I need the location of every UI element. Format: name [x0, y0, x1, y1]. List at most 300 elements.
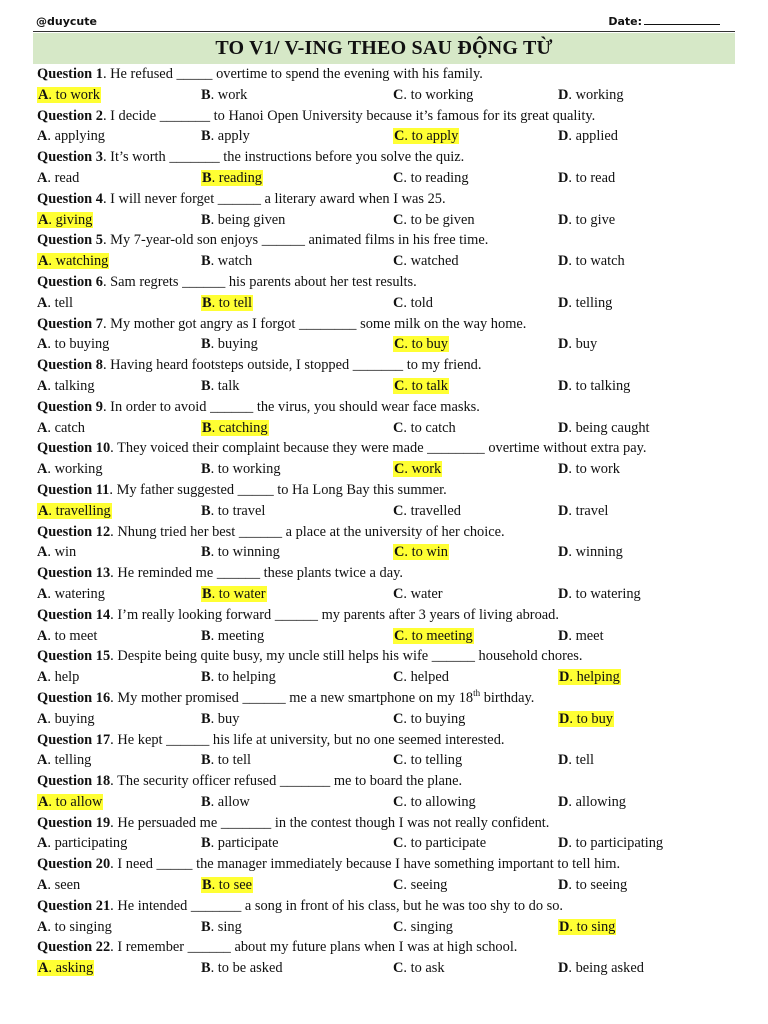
option-d[interactable] — [558, 875, 627, 896]
question-number: Question 11 — [37, 481, 110, 498]
option-a[interactable] — [37, 833, 127, 854]
question-number: Question 21 — [37, 897, 111, 914]
option-b[interactable] — [201, 542, 280, 563]
option-letter: C — [394, 461, 405, 478]
option-a[interactable] — [37, 85, 101, 106]
question-stem — [37, 397, 737, 418]
option-a[interactable] — [37, 584, 105, 605]
option-text: . to buying — [403, 710, 466, 727]
options-row — [37, 418, 737, 439]
option-a[interactable] — [37, 542, 76, 563]
option-c[interactable] — [393, 126, 459, 147]
question-text: . They voiced their complaint because they were made ________ overtime without extra pay. — [110, 440, 647, 457]
option-a[interactable] — [37, 626, 97, 647]
option-d[interactable] — [558, 709, 614, 730]
option-content — [393, 170, 469, 186]
option-text: . seen — [47, 877, 81, 894]
question-item — [37, 771, 737, 813]
option-d[interactable] — [558, 293, 612, 314]
option-text: . to ask — [403, 960, 445, 977]
option-b[interactable] — [201, 626, 264, 647]
option-text: . buying — [47, 710, 95, 727]
option-c[interactable] — [393, 958, 445, 979]
date-field — [608, 15, 720, 28]
option-d[interactable] — [558, 85, 624, 106]
option-content — [393, 835, 486, 851]
option-letter: A — [37, 835, 48, 852]
option-content — [37, 461, 103, 477]
option-b[interactable] — [201, 958, 283, 979]
option-b[interactable] — [201, 334, 258, 355]
option-content — [393, 752, 462, 768]
question-item — [37, 438, 737, 480]
option-letter: D — [559, 918, 570, 935]
option-letter: D — [558, 793, 569, 810]
option-letter: A — [37, 461, 48, 478]
option-letter: C — [394, 544, 405, 561]
option-text: . allowing — [568, 793, 626, 810]
options-row — [37, 168, 737, 189]
option-d[interactable] — [558, 459, 620, 480]
option-content — [393, 503, 461, 519]
question-number: Question 12 — [37, 523, 111, 540]
option-c[interactable] — [393, 376, 449, 397]
option-letter: C — [394, 128, 405, 145]
question-number: Question 3 — [37, 149, 103, 166]
option-content — [558, 752, 594, 768]
option-text: . to watch — [568, 253, 625, 270]
question-text: . My mother promised ______ me a new smartphone on my 18 — [110, 689, 474, 706]
option-d[interactable] — [558, 168, 615, 189]
option-c[interactable] — [393, 418, 456, 439]
question-text: . My father suggested _____ to Ha Long Bay this summer. — [109, 481, 447, 498]
option-content — [558, 461, 620, 477]
option-d[interactable] — [558, 334, 597, 355]
option-d[interactable] — [558, 210, 615, 231]
option-b[interactable] — [201, 917, 242, 938]
option-c[interactable] — [393, 501, 461, 522]
option-letter: D — [558, 585, 569, 602]
option-text: . giving — [48, 211, 93, 228]
question-number: Question 5 — [37, 232, 103, 249]
answer-highlight — [393, 378, 449, 394]
question-number: Question 4 — [37, 190, 103, 207]
option-text: . telling — [568, 294, 613, 311]
question-item — [37, 147, 737, 189]
option-d[interactable] — [558, 501, 608, 522]
option-b[interactable] — [201, 750, 251, 771]
question-text: . Sam regrets ______ his parents about her test results. — [102, 273, 417, 290]
option-text: . to allow — [48, 793, 103, 810]
option-content — [37, 128, 105, 144]
option-text: . to give — [568, 211, 616, 228]
option-text: . to participate — [403, 835, 487, 852]
option-letter: C — [393, 793, 404, 810]
option-text: . applying — [47, 128, 105, 145]
option-a[interactable] — [37, 750, 91, 771]
question-item — [37, 854, 737, 896]
option-letter: B — [201, 86, 211, 103]
question-item — [37, 230, 737, 272]
option-b[interactable] — [201, 584, 267, 605]
option-text: . water — [403, 585, 443, 602]
options-row — [37, 501, 737, 522]
option-b[interactable] — [201, 501, 265, 522]
option-d[interactable] — [558, 750, 594, 771]
options-row — [37, 459, 737, 480]
option-c[interactable] — [393, 875, 447, 896]
ordinal-suffix: th — [473, 688, 481, 699]
option-b[interactable] — [201, 667, 276, 688]
option-b[interactable] — [201, 709, 239, 730]
question-text: . I decide _______ to Hanoi Open University because it’s famous for its great quality. — [102, 107, 596, 124]
option-content — [201, 835, 279, 851]
question-text: . My mother got angry as I forgot ________ some milk on the way home. — [102, 315, 527, 332]
option-c[interactable] — [393, 459, 442, 480]
option-content — [201, 752, 251, 768]
option-letter: C — [393, 294, 404, 311]
option-letter: C — [393, 710, 404, 727]
option-letter: C — [393, 211, 404, 228]
question-list — [37, 64, 737, 979]
option-content — [558, 794, 626, 810]
option-b[interactable] — [201, 210, 285, 231]
option-c[interactable] — [393, 542, 449, 563]
option-letter: B — [202, 294, 212, 311]
question-number: Question 19 — [37, 814, 111, 831]
date-blank-line — [644, 15, 720, 25]
option-a[interactable] — [37, 917, 112, 938]
options-row — [37, 709, 737, 730]
question-item — [37, 813, 737, 855]
option-letter: B — [201, 835, 211, 852]
question-stem — [37, 937, 737, 958]
option-content — [393, 794, 476, 810]
question-stem — [37, 480, 737, 501]
option-d[interactable] — [558, 376, 630, 397]
option-text: . to telling — [403, 752, 463, 769]
option-letter: B — [201, 211, 211, 228]
option-letter: B — [201, 544, 211, 561]
option-text: . to allowing — [403, 793, 476, 810]
option-letter: B — [201, 669, 211, 686]
option-b[interactable] — [201, 126, 250, 147]
option-letter: A — [37, 710, 48, 727]
option-letter: A — [37, 419, 48, 436]
option-content — [393, 919, 453, 935]
options-row — [37, 126, 737, 147]
option-c[interactable] — [393, 792, 476, 813]
option-d[interactable] — [558, 584, 641, 605]
option-text: . to be asked — [210, 960, 283, 977]
option-letter: A — [37, 918, 48, 935]
option-content — [37, 420, 85, 436]
option-letter: D — [559, 710, 570, 727]
option-text: . travelling — [48, 502, 111, 519]
option-c[interactable] — [393, 709, 465, 730]
option-letter: D — [558, 960, 569, 977]
option-letter: D — [558, 419, 569, 436]
option-text: . travelled — [403, 502, 461, 519]
option-text: . watched — [403, 253, 459, 270]
question-text: . He persuaded me _______ in the contest though I was not really confident. — [110, 814, 550, 831]
option-c[interactable] — [393, 750, 462, 771]
answer-highlight — [201, 586, 267, 602]
option-c[interactable] — [393, 917, 453, 938]
option-text: . asking — [48, 960, 94, 977]
question-item — [37, 522, 737, 564]
option-c[interactable] — [393, 833, 486, 854]
option-b[interactable] — [201, 251, 252, 272]
question-number: Question 20 — [37, 856, 111, 873]
question-number: Question 14 — [37, 606, 111, 623]
option-content — [393, 877, 447, 893]
option-d[interactable] — [558, 126, 618, 147]
option-d[interactable] — [558, 418, 650, 439]
option-a[interactable] — [37, 459, 103, 480]
option-text: . to see — [211, 877, 252, 894]
option-letter: C — [393, 669, 404, 686]
option-letter: C — [394, 336, 405, 353]
option-text: . to be given — [403, 211, 475, 228]
option-text: . seeing — [403, 877, 448, 894]
option-c[interactable] — [393, 584, 443, 605]
option-text: . to working — [210, 461, 281, 478]
option-a[interactable] — [37, 376, 95, 397]
option-letter: B — [202, 877, 212, 894]
question-stem — [37, 605, 737, 626]
options-row — [37, 958, 737, 979]
option-letter: D — [558, 211, 569, 228]
option-d[interactable] — [558, 917, 616, 938]
option-letter: A — [37, 627, 48, 644]
option-letter: A — [37, 752, 48, 769]
question-text: . He kept ______ his life at university, but no one seemed interested. — [110, 731, 505, 748]
answer-highlight — [393, 544, 449, 560]
option-letter: A — [37, 544, 48, 561]
question-number: Question 2 — [37, 107, 103, 124]
option-text: . being asked — [568, 960, 644, 977]
option-text: . work — [210, 86, 248, 103]
question-item — [37, 563, 737, 605]
option-letter: D — [558, 752, 569, 769]
option-text: . buy — [210, 710, 240, 727]
option-letter: B — [201, 793, 211, 810]
option-text: . to buy — [569, 710, 613, 727]
question-item — [37, 730, 737, 772]
option-b[interactable] — [201, 459, 281, 480]
option-letter: B — [201, 377, 211, 394]
option-text: . to work — [568, 461, 620, 478]
option-letter: B — [202, 585, 212, 602]
option-letter: A — [37, 669, 48, 686]
question-item — [37, 314, 737, 356]
option-letter: D — [558, 128, 569, 145]
option-text: . being caught — [568, 419, 650, 436]
option-a[interactable] — [37, 667, 79, 688]
option-a[interactable] — [37, 334, 109, 355]
option-text: . work — [404, 461, 442, 478]
option-content — [37, 711, 95, 727]
question-stem — [37, 730, 737, 751]
option-letter: A — [37, 377, 48, 394]
option-d[interactable] — [558, 542, 623, 563]
question-item — [37, 397, 737, 439]
option-content — [201, 544, 280, 560]
option-b[interactable] — [201, 833, 279, 854]
option-a[interactable] — [37, 792, 103, 813]
question-stem — [37, 314, 737, 335]
question-number: Question 10 — [37, 440, 111, 457]
option-content — [201, 87, 247, 103]
option-d[interactable] — [558, 251, 625, 272]
option-letter: B — [201, 627, 211, 644]
option-a[interactable] — [37, 958, 94, 979]
options-row — [37, 85, 737, 106]
option-letter: D — [558, 544, 569, 561]
option-d[interactable] — [558, 958, 644, 979]
option-letter: D — [558, 627, 569, 644]
question-stem — [37, 854, 737, 875]
option-c[interactable] — [393, 626, 474, 647]
option-text: . working — [47, 461, 103, 478]
option-content — [393, 87, 473, 103]
option-letter: D — [558, 835, 569, 852]
option-d[interactable] — [558, 792, 626, 813]
option-letter: D — [558, 336, 569, 353]
option-text: . watch — [210, 253, 253, 270]
option-letter: C — [393, 752, 404, 769]
option-content — [558, 212, 615, 228]
option-letter: D — [558, 253, 569, 270]
option-a[interactable] — [37, 501, 112, 522]
option-b[interactable] — [201, 792, 250, 813]
option-c[interactable] — [393, 667, 449, 688]
option-a[interactable] — [37, 293, 73, 314]
option-content — [201, 794, 250, 810]
option-d[interactable] — [558, 833, 663, 854]
question-stem — [37, 230, 737, 251]
option-b[interactable] — [201, 293, 253, 314]
answer-highlight — [37, 503, 112, 519]
option-text: . participating — [47, 835, 128, 852]
option-letter: A — [37, 336, 48, 353]
answer-highlight — [201, 295, 253, 311]
option-text: . talking — [47, 377, 95, 394]
option-text: . reading — [211, 169, 262, 186]
question-text-end: birthday. — [480, 689, 535, 706]
answer-highlight — [37, 253, 109, 269]
option-b[interactable] — [201, 168, 263, 189]
option-content — [201, 960, 283, 976]
option-a[interactable] — [37, 251, 109, 272]
option-text: . to seeing — [568, 877, 628, 894]
option-content — [201, 336, 258, 352]
question-stem — [37, 563, 737, 584]
question-number: Question 13 — [37, 565, 111, 582]
option-text: . to watering — [568, 585, 641, 602]
option-c[interactable] — [393, 168, 469, 189]
option-text: . to sing — [569, 918, 616, 935]
option-letter: A — [38, 793, 49, 810]
option-text: . tell — [568, 752, 594, 769]
question-text: . Despite being quite busy, my uncle still helps his wife ______ household chores. — [110, 648, 583, 665]
question-stem — [37, 896, 737, 917]
answer-highlight — [201, 877, 253, 893]
option-c[interactable] — [393, 85, 473, 106]
author-handle: @duycute — [36, 15, 97, 28]
option-letter: B — [202, 419, 212, 436]
option-text: . watching — [48, 253, 109, 270]
option-text: . to winning — [210, 544, 280, 561]
question-item — [37, 646, 737, 688]
option-content — [558, 128, 618, 144]
option-a[interactable] — [37, 210, 93, 231]
question-text: . Nhung tried her best ______ a place at the university of her choice. — [110, 523, 505, 540]
option-content — [558, 378, 630, 394]
options-row — [37, 542, 737, 563]
option-text: . to talking — [568, 377, 631, 394]
option-text: . to helping — [210, 669, 276, 686]
option-letter: A — [38, 211, 49, 228]
option-text: . read — [47, 169, 80, 186]
option-content — [393, 586, 443, 602]
option-content — [393, 212, 475, 228]
option-text: . to tell — [211, 294, 252, 311]
option-text: . to meeting — [404, 627, 473, 644]
option-letter: C — [393, 86, 404, 103]
option-b[interactable] — [201, 85, 247, 106]
answer-highlight — [201, 170, 263, 186]
option-text: . allow — [210, 793, 250, 810]
option-c[interactable] — [393, 210, 475, 231]
option-c[interactable] — [393, 251, 459, 272]
question-stem — [37, 646, 737, 667]
option-text: . to singing — [47, 918, 112, 935]
option-text: . meeting — [210, 627, 265, 644]
option-b[interactable] — [201, 875, 253, 896]
question-number: Question 16 — [37, 689, 111, 706]
option-text: . to work — [48, 86, 100, 103]
option-text: . participate — [210, 835, 279, 852]
option-text: . help — [47, 669, 80, 686]
option-a[interactable] — [37, 126, 105, 147]
option-c[interactable] — [393, 334, 449, 355]
option-content — [201, 128, 250, 144]
option-text: . win — [47, 544, 77, 561]
option-text: . working — [568, 86, 624, 103]
answer-highlight — [393, 461, 442, 477]
options-row — [37, 376, 737, 397]
option-d[interactable] — [558, 626, 604, 647]
option-b[interactable] — [201, 418, 269, 439]
question-text: . My 7-year-old son enjoys ______ animated films in his free time. — [102, 232, 489, 249]
option-b[interactable] — [201, 376, 239, 397]
option-c[interactable] — [393, 293, 433, 314]
options-row — [37, 210, 737, 231]
option-a[interactable] — [37, 875, 80, 896]
question-stem — [37, 272, 737, 293]
question-number: Question 18 — [37, 773, 111, 790]
option-content — [201, 503, 265, 519]
option-a[interactable] — [37, 709, 95, 730]
option-a[interactable] — [37, 418, 85, 439]
option-a[interactable] — [37, 168, 79, 189]
option-content — [393, 711, 465, 727]
option-content — [37, 544, 76, 560]
option-text: . singing — [403, 918, 453, 935]
option-d[interactable] — [558, 667, 621, 688]
